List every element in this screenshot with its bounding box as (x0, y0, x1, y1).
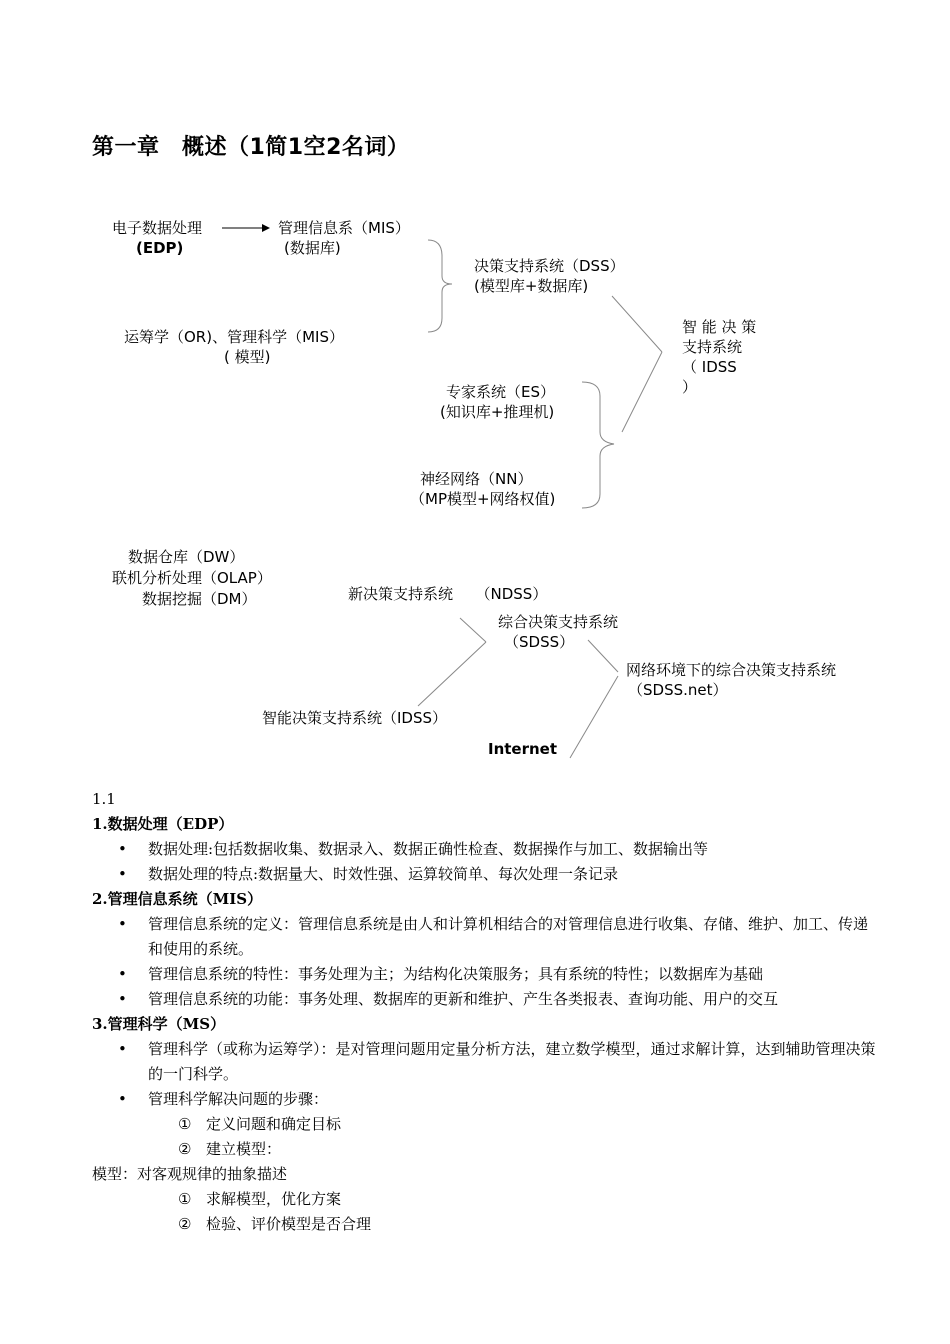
node-dm: 数据挖掘（DM） (142, 590, 257, 608)
node-nn: 神经网络（NN） （MP模型+网络权值) (410, 470, 556, 508)
node-dss: 决策支持系统（DSS） (模型库+数据库) (474, 257, 625, 295)
section-title-mis: 2.管理信息系统（MIS） (92, 890, 263, 908)
bullet-icon: • (118, 990, 127, 1008)
model-definition: 模型：对客观规律的抽象描述 (92, 1165, 288, 1183)
bullet-icon: • (118, 965, 127, 983)
node-es: 专家系统（ES） (知识库+推理机) (440, 383, 555, 421)
node-internet: Internet (488, 740, 558, 758)
node-edp: 电子数据处理 (EDP) (112, 219, 203, 257)
node-olap: 联机分析处理（OLAP） (112, 569, 272, 587)
bullet-icon: • (118, 915, 127, 933)
step-item: ① 定义问题和确定目标 (178, 1115, 342, 1133)
step-item: ① 求解模型，优化方案 (178, 1190, 342, 1208)
section-number: 1.1 (92, 790, 116, 808)
bullet-icon: • (118, 865, 127, 883)
section-title-edp: 1.数据处理（EDP） (92, 815, 234, 833)
node-or-ms: 运筹学（OR)、管理科学（MIS） ( 模型) (124, 328, 344, 366)
chapter-title: 第一章 概述（1简1空2名词） (92, 135, 410, 160)
node-sdss-net: 网络环境下的综合决策支持系统 （SDSS.net） (626, 661, 837, 699)
node-idss: 智 能 决 策 支持系统 （ IDSS ） (682, 318, 757, 396)
node-sdss: 综合决策支持系统 （SDSS） (498, 613, 619, 651)
node-mis: 管理信息系（MIS） (数据库) (278, 219, 410, 257)
step-item: ② 建立模型： (178, 1140, 282, 1158)
bullet-icon: • (118, 1040, 127, 1058)
node-idss2: 智能决策支持系统（IDSS） (262, 709, 448, 727)
node-ndss: 新决策支持系统 （NDSS） (348, 585, 548, 603)
bullet-icon: • (118, 840, 127, 858)
bullet-icon: • (118, 1090, 127, 1108)
node-dw: 数据仓库（DW） (128, 548, 245, 566)
step-item: ② 检验、评价模型是否合理 (178, 1215, 372, 1233)
section-title-ms: 3.管理科学（MS） (92, 1015, 226, 1033)
